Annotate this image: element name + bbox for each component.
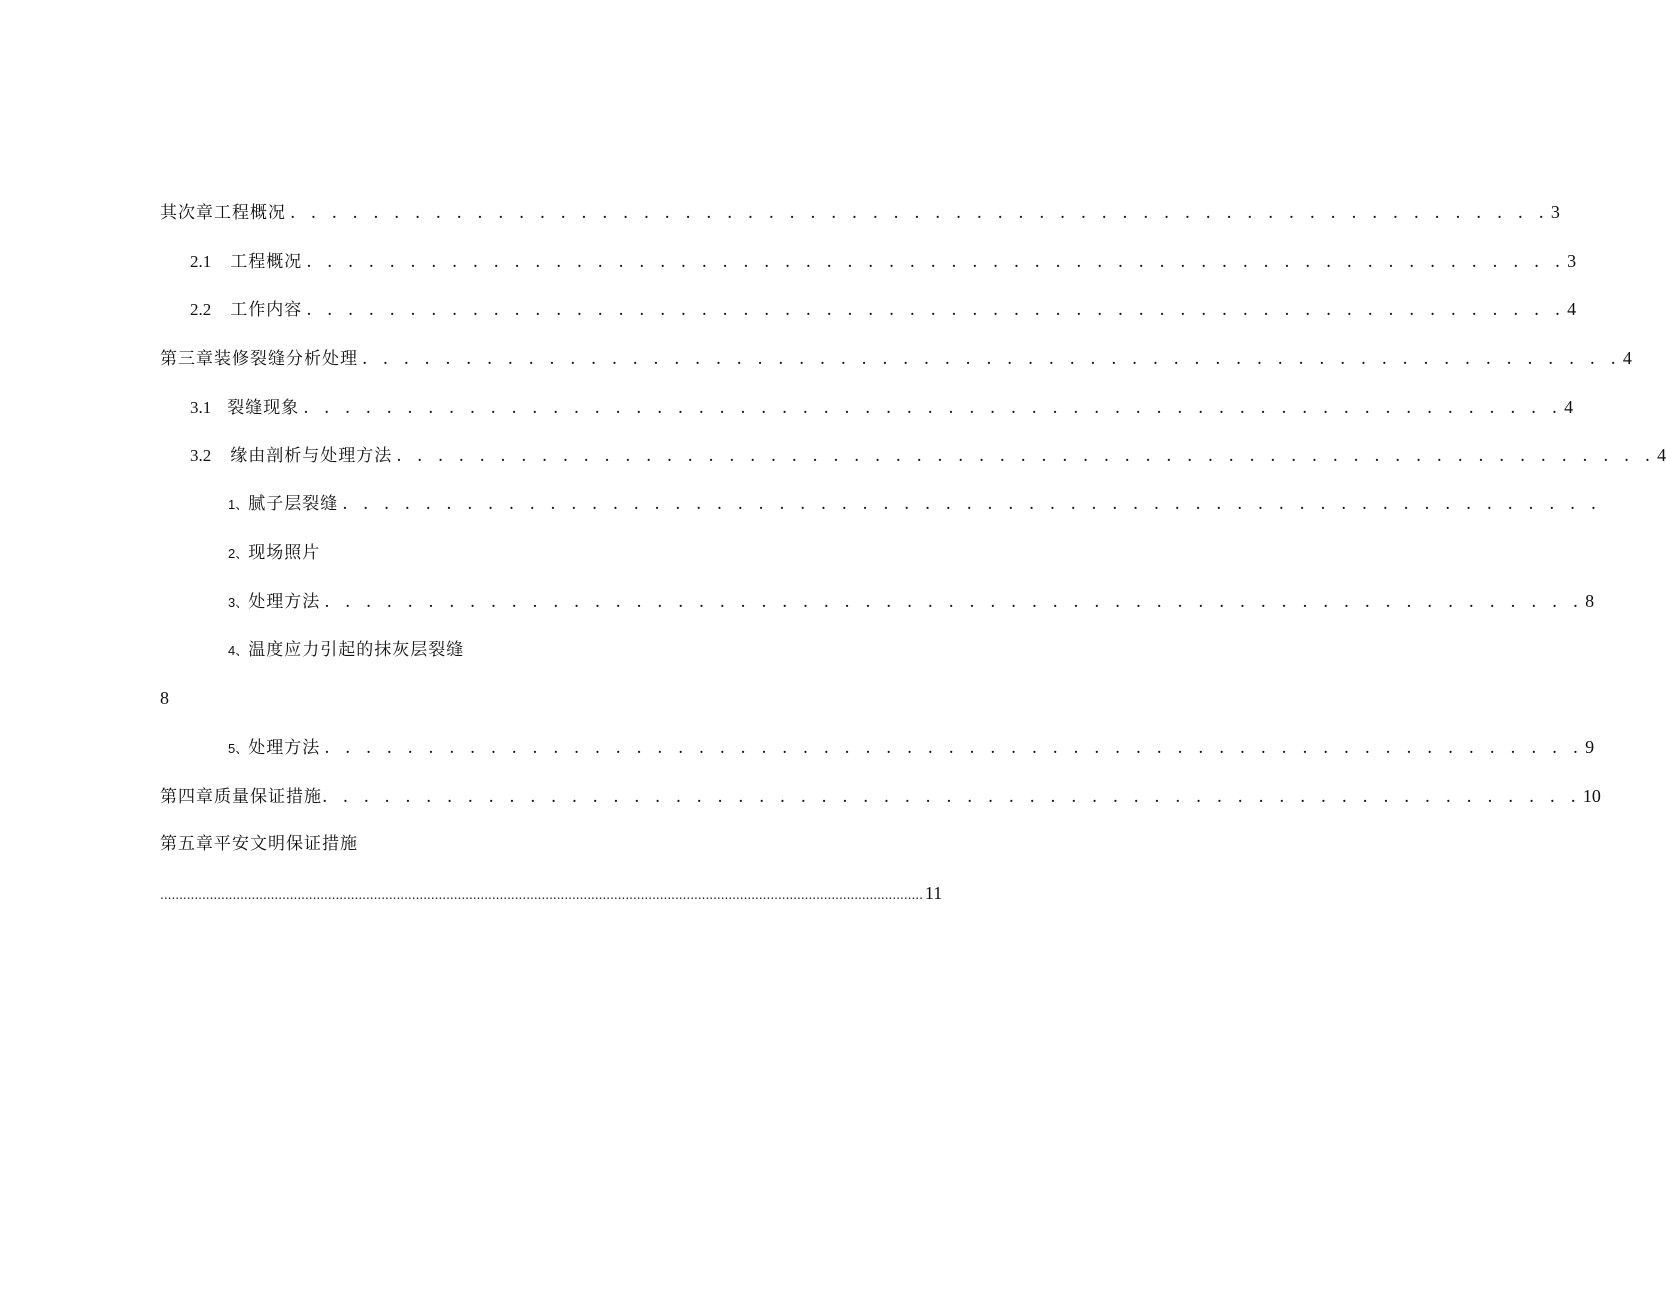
toc-entry-chapter-5[interactable] xyxy=(160,832,358,856)
toc-leader-dots: . . . . . . . . . . . . . . . . . . . . . . . . . . . . . . . . . . . . . . . . . . . . . . . . . . . . . . . . . . . . . xyxy=(322,787,1581,807)
toc-entry-label: 处理方法 xyxy=(248,738,321,758)
toc-entry-number: 2.1 xyxy=(190,252,212,271)
toc-leader-dots: . . . . . . . . . . . . . . . . . . . . . . . . . . . . . . . . . . . . . . . . . . . . . . . . . . . . . . . . . . . . . xyxy=(342,494,1602,514)
toc-entry-page: 9 xyxy=(1585,737,1595,757)
toc-entry-label: 温度应力引起的抹灰层裂缝 xyxy=(248,640,465,660)
toc-entry-item-1[interactable] xyxy=(228,492,1602,517)
toc-entry-label: 第四章质量保证措施 xyxy=(160,787,322,807)
toc-entry-section-3-2[interactable] xyxy=(190,443,1666,468)
toc-entry-number: 2.2 xyxy=(190,300,212,319)
toc-entry-chapter-3[interactable] xyxy=(160,346,1632,371)
toc-entry-number: 4、 xyxy=(228,643,249,658)
toc-entry-section-2-2[interactable] xyxy=(190,297,1577,322)
toc-entry-page: 8 xyxy=(1585,591,1595,611)
toc-entry-chapter-4[interactable] xyxy=(160,784,1601,809)
toc-entry-label: 处理方法 xyxy=(248,592,321,612)
toc-entry-label: 现场照片 xyxy=(248,543,321,563)
toc-leader-dots: . . . . . . . . . . . . . . . . . . . . . . . . . . . . . . . . . . . . . . . . . . . . . . . . . . . . . . . . . . . . . xyxy=(303,398,1563,418)
toc-entry-item-2[interactable] xyxy=(228,541,320,566)
toc-entry-page: 4 xyxy=(1564,397,1574,417)
toc-entry-label: 腻子层裂缝 xyxy=(248,494,339,514)
toc-leader-dots: ........................................................................................................................................................................................................ xyxy=(160,888,923,902)
toc-entry-label: 工作内容 xyxy=(230,300,303,320)
toc-entry-number: 2、 xyxy=(228,546,249,561)
toc-entry-page: 8 xyxy=(160,688,169,708)
toc-entry-page: 11 xyxy=(924,883,943,903)
toc-entry-chapter-5-page[interactable] xyxy=(160,881,943,907)
toc-entry-number: 3、 xyxy=(228,595,249,610)
toc-entry-page: 4 xyxy=(1567,299,1577,319)
toc-entry-number: 3.1 xyxy=(190,398,212,417)
toc-entry-number: 1、 xyxy=(228,497,249,512)
toc-entry-item-4-page[interactable] xyxy=(160,686,169,710)
toc-entry-label: 第五章平安文明保证措施 xyxy=(160,834,358,854)
toc-entry-label: 其次章工程概况 xyxy=(160,203,286,223)
toc-entry-page: 4 xyxy=(1657,445,1666,465)
toc-entry-page: 3 xyxy=(1567,251,1577,271)
toc-leader-dots: . . . . . . . . . . . . . . . . . . . . . . . . . . . . . . . . . . . . . . . . . . . . . . . . . . . . . . . . . . . . . xyxy=(396,446,1656,466)
toc-entry-page: 10 xyxy=(1582,786,1601,806)
toc-leader-dots: . . . . . . . . . . . . . . . . . . . . . . . . . . . . . . . . . . . . . . . . . . . . . . . . . . . . . . . . . . . . . xyxy=(362,349,1621,369)
toc-leader-dots: . . . . . . . . . . . . . . . . . . . . . . . . . . . . . . . . . . . . . . . . . . . . . . . . . . . . . . . . . . . . . xyxy=(324,592,1584,612)
toc-entry-item-4[interactable] xyxy=(228,638,464,663)
toc-entry-label: 裂缝现象 xyxy=(227,398,300,418)
toc-entry-item-5[interactable] xyxy=(228,735,1595,761)
toc-entry-page: 4 xyxy=(1622,348,1632,368)
toc-entry-label: 第三章装修裂缝分析处理 xyxy=(160,349,358,369)
toc-entry-label: 工程概况 xyxy=(230,252,303,272)
toc-entry-item-3[interactable] xyxy=(228,589,1595,615)
toc-entry-page: 3 xyxy=(1550,202,1560,222)
toc-leader-dots: . . . . . . . . . . . . . . . . . . . . . . . . . . . . . . . . . . . . . . . . . . . . . . . . . . . . . . . . . . . . . xyxy=(290,203,1549,223)
toc-leader-dots: . . . . . . . . . . . . . . . . . . . . . . . . . . . . . . . . . . . . . . . . . . . . . . . . . . . . . . . . . . . . . xyxy=(306,252,1566,272)
toc-entry-label: 缘由剖析与处理方法 xyxy=(230,446,393,466)
toc-entry-number: 3.2 xyxy=(190,446,212,465)
toc-entry-section-2-1[interactable] xyxy=(190,249,1577,274)
toc-entry-chapter-2[interactable] xyxy=(160,200,1560,225)
toc-leader-dots: . . . . . . . . . . . . . . . . . . . . . . . . . . . . . . . . . . . . . . . . . . . . . . . . . . . . . . . . . . . . . xyxy=(324,738,1584,758)
toc-leader-dots: . . . . . . . . . . . . . . . . . . . . . . . . . . . . . . . . . . . . . . . . . . . . . . . . . . . . . . . . . . . . . xyxy=(306,300,1566,320)
toc-entry-section-3-1[interactable] xyxy=(190,395,1574,420)
toc-entry-number: 5、 xyxy=(228,741,249,756)
